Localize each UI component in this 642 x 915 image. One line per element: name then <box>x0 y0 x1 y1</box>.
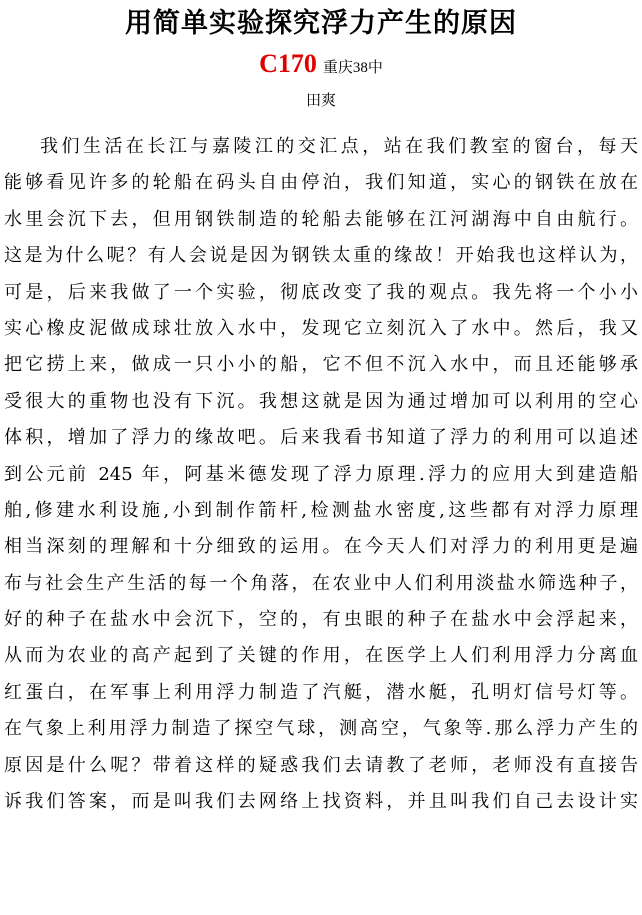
body-text <box>4 129 638 820</box>
entry-code: C170 <box>259 49 317 78</box>
body-line: 把它捞上来，做成一只小小的船，它不但不沉入水中，而且还能够承 <box>4 354 638 376</box>
body-line: 布与社会生产生活的每一个角落，在农业中人们利用淡盐水筛选种子， <box>4 572 638 594</box>
document-title: 用简单实验探究浮力产生的原因 <box>125 8 517 39</box>
subtitle-row <box>0 46 642 86</box>
body-line: 可是，后来我做了一个实验，彻底改变了我的观点。我先将一个小小 <box>4 281 638 303</box>
body-line: 能够看见许多的轮船在码头自由停泊，我们知道，实心的钢铁在放在 <box>4 172 638 194</box>
body-line: 这是为什么呢？有人会说是因为钢铁太重的缘故！开始我也这样认为， <box>4 245 638 267</box>
body-line: 相当深刻的理解和十分细致的运用。在今天人们对浮力的利用更是遍 <box>4 536 638 558</box>
school-name: 重庆38中 <box>322 60 383 76</box>
body-line: 我们生活在长江与嘉陵江的交汇点，站在我们教室的窗台，每天 <box>40 136 638 157</box>
body-line: 实心橡皮泥做成球壮放入水中，发现它立刻沉入了水中。然后，我又 <box>4 317 638 339</box>
body-line: 从而为农业的高产起到了关键的作用，在医学上人们利用浮力分离血 <box>4 645 638 667</box>
body-line: 在气象上利用浮力制造了探空气球，测高空，气象等.那么浮力产生的 <box>4 718 638 740</box>
body-line: 红蛋白，在军事上利用浮力制造了汽艇，潜水艇，孔明灯信号灯等。 <box>4 681 638 703</box>
body-line: 舶,修建水利设施,小到制作箭杆,检测盐水密度,这些都有对浮力原理 <box>4 499 638 521</box>
body-line: 诉我们答案，而是叫我们去网络上找资料，并且叫我们自己去设计实 <box>4 791 638 813</box>
body-line: 体积，增加了浮力的缘故吧。后来我看书知道了浮力的利用可以追述 <box>4 427 638 449</box>
body-line: 水里会沉下去，但用钢铁制造的轮船去能够在江河湖海中自由航行。 <box>4 208 638 230</box>
body-line: 好的种子在盐水中会沉下，空的，有虫眼的种子在盐水中会浮起来， <box>4 609 638 631</box>
body-line: 到公元前 245 年，阿基米德发现了浮力原理.浮力的应用大到建造船 <box>4 463 638 485</box>
body-line: 受很大的重物也没有下沉。我想这就是因为通过增加可以利用的空心 <box>4 390 638 412</box>
author-name: 田爽 <box>305 91 336 109</box>
body-line: 原因是什么呢？带着这样的疑惑我们去请教了老师，老师没有直接告 <box>4 754 638 776</box>
